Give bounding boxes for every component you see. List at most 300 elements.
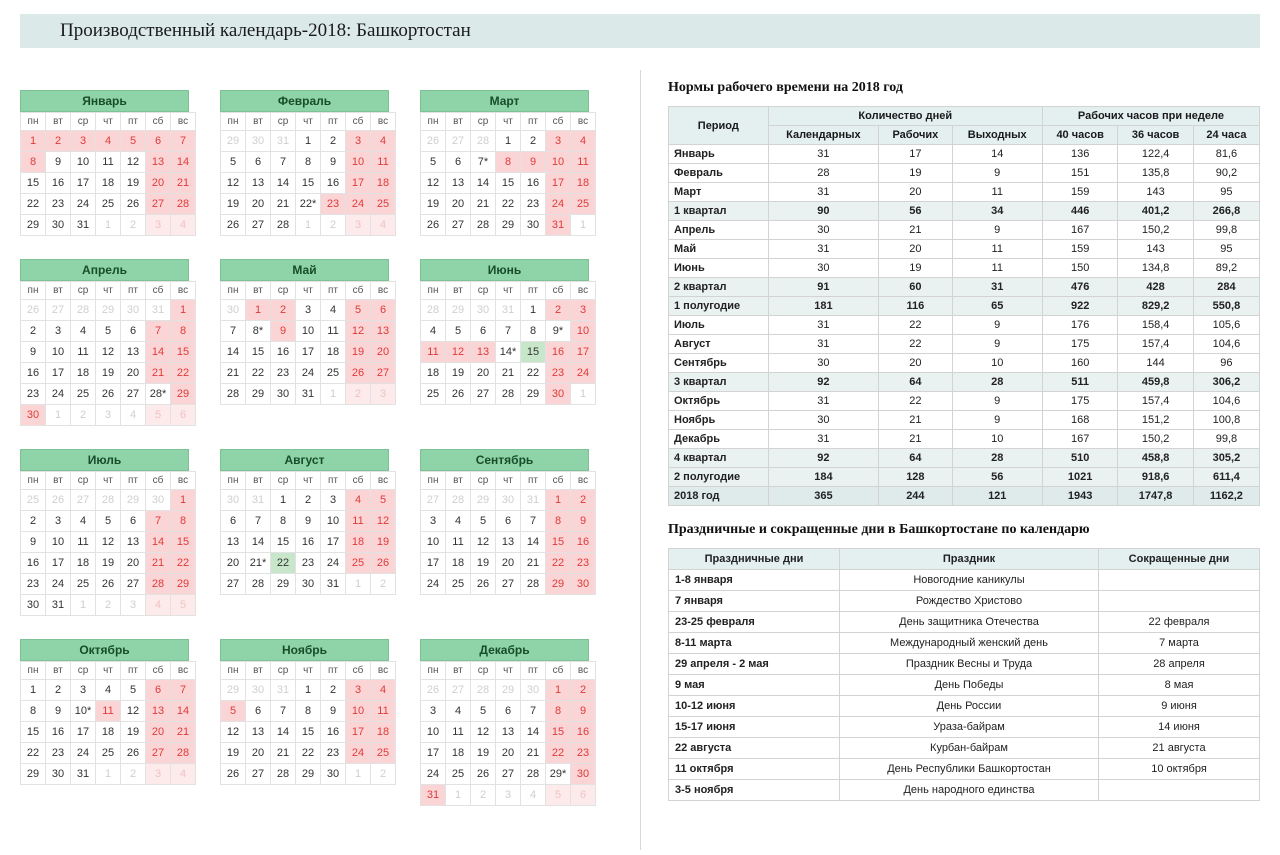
day-cell[interactable]: 22 — [171, 553, 196, 574]
day-cell[interactable]: 9 — [321, 152, 346, 173]
day-cell[interactable]: 20 — [496, 743, 521, 764]
day-cell[interactable]: 31 — [271, 131, 296, 152]
day-cell[interactable]: 24 — [546, 194, 571, 215]
day-cell[interactable]: 8 — [271, 511, 296, 532]
day-cell[interactable]: 4 — [146, 595, 171, 616]
day-cell[interactable]: 24 — [46, 574, 71, 595]
day-cell[interactable]: 22 — [496, 194, 521, 215]
day-cell[interactable]: 16 — [521, 173, 546, 194]
day-cell[interactable]: 23 — [546, 363, 571, 384]
day-cell[interactable]: 9 — [571, 701, 596, 722]
day-cell[interactable]: 30 — [521, 215, 546, 236]
day-cell[interactable]: 23 — [46, 743, 71, 764]
day-cell[interactable]: 5 — [371, 490, 396, 511]
day-cell[interactable]: 9* — [546, 321, 571, 342]
day-cell[interactable]: 29 — [496, 215, 521, 236]
day-cell[interactable]: 19 — [96, 553, 121, 574]
day-cell[interactable]: 27 — [221, 574, 246, 595]
day-cell[interactable]: 26 — [471, 764, 496, 785]
day-cell[interactable]: 4 — [521, 785, 546, 806]
day-cell[interactable]: 2 — [571, 490, 596, 511]
day-cell[interactable]: 12 — [346, 321, 371, 342]
day-cell[interactable]: 4 — [321, 300, 346, 321]
day-cell[interactable]: 18 — [371, 722, 396, 743]
day-cell[interactable]: 1 — [171, 300, 196, 321]
day-cell[interactable]: 5 — [221, 152, 246, 173]
day-cell[interactable]: 20 — [121, 363, 146, 384]
day-cell[interactable]: 16 — [321, 173, 346, 194]
day-cell[interactable]: 31 — [246, 490, 271, 511]
day-cell[interactable]: 26 — [221, 764, 246, 785]
day-cell[interactable]: 15 — [496, 173, 521, 194]
day-cell[interactable]: 31 — [146, 300, 171, 321]
day-cell[interactable]: 21 — [146, 553, 171, 574]
day-cell[interactable]: 1 — [296, 680, 321, 701]
day-cell[interactable]: 29 — [96, 300, 121, 321]
day-cell[interactable]: 24 — [346, 194, 371, 215]
day-cell[interactable]: 22 — [296, 743, 321, 764]
day-cell[interactable]: 11 — [371, 152, 396, 173]
day-cell[interactable]: 20 — [121, 553, 146, 574]
day-cell[interactable]: 21 — [471, 194, 496, 215]
day-cell[interactable]: 23 — [21, 574, 46, 595]
day-cell[interactable]: 18 — [321, 342, 346, 363]
day-cell[interactable]: 2 — [321, 131, 346, 152]
day-cell[interactable]: 11 — [71, 342, 96, 363]
day-cell[interactable]: 31 — [71, 215, 96, 236]
day-cell[interactable]: 18 — [71, 363, 96, 384]
day-cell[interactable]: 1 — [571, 384, 596, 405]
day-cell[interactable]: 1 — [96, 215, 121, 236]
day-cell[interactable]: 29 — [546, 574, 571, 595]
day-cell[interactable]: 7 — [521, 511, 546, 532]
day-cell[interactable]: 3 — [146, 215, 171, 236]
day-cell[interactable]: 24 — [296, 363, 321, 384]
day-cell[interactable]: 3 — [346, 131, 371, 152]
day-cell[interactable]: 26 — [46, 490, 71, 511]
day-cell[interactable]: 10 — [421, 722, 446, 743]
day-cell[interactable]: 29 — [296, 764, 321, 785]
day-cell[interactable]: 30 — [471, 300, 496, 321]
day-cell[interactable]: 1 — [71, 595, 96, 616]
day-cell[interactable]: 22* — [296, 194, 321, 215]
day-cell[interactable]: 27 — [421, 490, 446, 511]
day-cell[interactable]: 24 — [46, 384, 71, 405]
day-cell[interactable]: 13 — [121, 532, 146, 553]
day-cell[interactable]: 30 — [21, 405, 46, 426]
day-cell[interactable]: 5 — [546, 785, 571, 806]
day-cell[interactable]: 10 — [71, 152, 96, 173]
day-cell[interactable]: 28 — [521, 764, 546, 785]
day-cell[interactable]: 13 — [471, 342, 496, 363]
day-cell[interactable]: 3 — [71, 131, 96, 152]
day-cell[interactable]: 5 — [346, 300, 371, 321]
day-cell[interactable]: 28 — [421, 300, 446, 321]
day-cell[interactable]: 6 — [146, 131, 171, 152]
day-cell[interactable]: 1 — [321, 384, 346, 405]
day-cell[interactable]: 18 — [96, 173, 121, 194]
day-cell[interactable]: 11 — [321, 321, 346, 342]
day-cell[interactable]: 25 — [446, 764, 471, 785]
day-cell[interactable]: 26 — [21, 300, 46, 321]
day-cell[interactable]: 20 — [246, 194, 271, 215]
day-cell[interactable]: 27 — [446, 131, 471, 152]
day-cell[interactable]: 1 — [521, 300, 546, 321]
day-cell[interactable]: 6 — [371, 300, 396, 321]
day-cell[interactable]: 2 — [471, 785, 496, 806]
day-cell[interactable]: 11 — [96, 701, 121, 722]
day-cell[interactable]: 22 — [546, 743, 571, 764]
day-cell[interactable]: 1 — [446, 785, 471, 806]
day-cell[interactable]: 19 — [446, 363, 471, 384]
day-cell[interactable]: 27 — [496, 764, 521, 785]
day-cell[interactable]: 26 — [121, 743, 146, 764]
day-cell[interactable]: 13 — [496, 532, 521, 553]
day-cell[interactable]: 10 — [346, 152, 371, 173]
day-cell[interactable]: 22 — [171, 363, 196, 384]
day-cell[interactable]: 24 — [571, 363, 596, 384]
day-cell[interactable]: 4 — [446, 511, 471, 532]
day-cell[interactable]: 8 — [296, 152, 321, 173]
day-cell[interactable]: 25 — [71, 384, 96, 405]
day-cell[interactable]: 17 — [46, 553, 71, 574]
day-cell[interactable]: 1 — [246, 300, 271, 321]
day-cell[interactable]: 18 — [571, 173, 596, 194]
day-cell[interactable]: 28* — [146, 384, 171, 405]
day-cell[interactable]: 19 — [96, 363, 121, 384]
day-cell[interactable]: 27 — [371, 363, 396, 384]
day-cell[interactable]: 30 — [496, 490, 521, 511]
day-cell[interactable]: 30 — [571, 764, 596, 785]
day-cell[interactable]: 4 — [96, 131, 121, 152]
day-cell[interactable]: 4 — [571, 131, 596, 152]
day-cell[interactable]: 2 — [46, 131, 71, 152]
day-cell[interactable]: 25 — [371, 194, 396, 215]
day-cell[interactable]: 19 — [221, 194, 246, 215]
day-cell[interactable]: 4 — [171, 764, 196, 785]
day-cell[interactable]: 9 — [21, 532, 46, 553]
day-cell[interactable]: 30 — [21, 595, 46, 616]
day-cell[interactable]: 30 — [296, 574, 321, 595]
day-cell[interactable]: 24 — [321, 553, 346, 574]
day-cell[interactable]: 2 — [321, 215, 346, 236]
day-cell[interactable]: 29 — [521, 384, 546, 405]
day-cell[interactable]: 16 — [271, 342, 296, 363]
day-cell[interactable]: 4 — [96, 680, 121, 701]
day-cell[interactable]: 29 — [271, 574, 296, 595]
day-cell[interactable]: 29 — [221, 680, 246, 701]
day-cell[interactable]: 7 — [221, 321, 246, 342]
day-cell[interactable]: 5 — [121, 131, 146, 152]
day-cell[interactable]: 5 — [121, 680, 146, 701]
day-cell[interactable]: 21 — [171, 173, 196, 194]
day-cell[interactable]: 3 — [421, 511, 446, 532]
day-cell[interactable]: 3 — [546, 131, 571, 152]
day-cell[interactable]: 16 — [21, 553, 46, 574]
day-cell[interactable]: 29 — [446, 300, 471, 321]
day-cell[interactable]: 6 — [571, 785, 596, 806]
day-cell[interactable]: 30 — [246, 680, 271, 701]
day-cell[interactable]: 19 — [346, 342, 371, 363]
day-cell[interactable]: 3 — [71, 680, 96, 701]
day-cell[interactable]: 21 — [171, 722, 196, 743]
day-cell[interactable]: 19 — [471, 743, 496, 764]
day-cell[interactable]: 26 — [421, 215, 446, 236]
day-cell[interactable]: 11 — [446, 722, 471, 743]
day-cell[interactable]: 28 — [471, 131, 496, 152]
day-cell[interactable]: 22 — [21, 194, 46, 215]
day-cell[interactable]: 8 — [521, 321, 546, 342]
day-cell[interactable]: 26 — [96, 574, 121, 595]
day-cell[interactable]: 4 — [121, 405, 146, 426]
day-cell[interactable]: 4 — [171, 215, 196, 236]
day-cell[interactable]: 1 — [46, 405, 71, 426]
day-cell[interactable]: 7 — [496, 321, 521, 342]
day-cell[interactable]: 1 — [546, 680, 571, 701]
day-cell[interactable]: 4 — [371, 215, 396, 236]
day-cell[interactable]: 16 — [546, 342, 571, 363]
day-cell[interactable]: 14* — [496, 342, 521, 363]
day-cell[interactable]: 2 — [371, 764, 396, 785]
day-cell[interactable]: 15 — [171, 532, 196, 553]
day-cell[interactable]: 20 — [221, 553, 246, 574]
day-cell[interactable]: 9 — [46, 152, 71, 173]
day-cell[interactable]: 2 — [321, 680, 346, 701]
day-cell[interactable]: 15 — [246, 342, 271, 363]
day-cell[interactable]: 15 — [546, 722, 571, 743]
day-cell[interactable]: 3 — [146, 764, 171, 785]
day-cell[interactable]: 5 — [96, 321, 121, 342]
day-cell[interactable]: 28 — [471, 215, 496, 236]
day-cell[interactable]: 5 — [146, 405, 171, 426]
day-cell[interactable]: 27 — [446, 680, 471, 701]
day-cell[interactable]: 6 — [146, 680, 171, 701]
day-cell[interactable]: 1 — [546, 490, 571, 511]
day-cell[interactable]: 8* — [246, 321, 271, 342]
day-cell[interactable]: 3 — [346, 215, 371, 236]
day-cell[interactable]: 29 — [221, 131, 246, 152]
day-cell[interactable]: 12 — [371, 511, 396, 532]
day-cell[interactable]: 28 — [171, 743, 196, 764]
day-cell[interactable]: 28 — [521, 574, 546, 595]
day-cell[interactable]: 7* — [471, 152, 496, 173]
day-cell[interactable]: 7 — [246, 511, 271, 532]
day-cell[interactable]: 3 — [321, 490, 346, 511]
day-cell[interactable]: 1 — [571, 215, 596, 236]
day-cell[interactable]: 2 — [21, 321, 46, 342]
day-cell[interactable]: 2 — [21, 511, 46, 532]
day-cell[interactable]: 4 — [71, 511, 96, 532]
day-cell[interactable]: 29 — [21, 764, 46, 785]
day-cell[interactable]: 21 — [496, 363, 521, 384]
day-cell[interactable]: 26 — [471, 574, 496, 595]
day-cell[interactable]: 29* — [546, 764, 571, 785]
day-cell[interactable]: 27 — [246, 215, 271, 236]
day-cell[interactable]: 21 — [146, 363, 171, 384]
day-cell[interactable]: 31 — [496, 300, 521, 321]
day-cell[interactable]: 16 — [571, 532, 596, 553]
day-cell[interactable]: 2 — [96, 595, 121, 616]
day-cell[interactable]: 4 — [346, 490, 371, 511]
day-cell[interactable]: 3 — [46, 511, 71, 532]
day-cell[interactable]: 17 — [421, 553, 446, 574]
day-cell[interactable]: 29 — [496, 680, 521, 701]
day-cell[interactable]: 30 — [271, 384, 296, 405]
day-cell[interactable]: 14 — [146, 342, 171, 363]
day-cell[interactable]: 15 — [21, 722, 46, 743]
day-cell[interactable]: 1 — [346, 574, 371, 595]
day-cell[interactable]: 21 — [521, 743, 546, 764]
day-cell[interactable]: 17 — [71, 173, 96, 194]
day-cell[interactable]: 12 — [121, 701, 146, 722]
day-cell[interactable]: 2 — [121, 764, 146, 785]
day-cell[interactable]: 5 — [471, 511, 496, 532]
day-cell[interactable]: 15 — [546, 532, 571, 553]
day-cell[interactable]: 17 — [546, 173, 571, 194]
day-cell[interactable]: 21 — [271, 743, 296, 764]
day-cell[interactable]: 14 — [521, 532, 546, 553]
day-cell[interactable]: 20 — [471, 363, 496, 384]
day-cell[interactable]: 17 — [421, 743, 446, 764]
day-cell[interactable]: 7 — [146, 321, 171, 342]
day-cell[interactable]: 8 — [21, 701, 46, 722]
day-cell[interactable]: 1 — [496, 131, 521, 152]
day-cell[interactable]: 26 — [121, 194, 146, 215]
day-cell[interactable]: 16 — [296, 532, 321, 553]
day-cell[interactable]: 19 — [421, 194, 446, 215]
day-cell[interactable]: 18 — [446, 553, 471, 574]
day-cell[interactable]: 4 — [371, 131, 396, 152]
day-cell[interactable]: 23 — [571, 743, 596, 764]
day-cell[interactable]: 8 — [21, 152, 46, 173]
day-cell[interactable]: 12 — [471, 532, 496, 553]
day-cell[interactable]: 23 — [521, 194, 546, 215]
day-cell[interactable]: 24 — [346, 743, 371, 764]
day-cell[interactable]: 17 — [321, 532, 346, 553]
day-cell[interactable]: 17 — [346, 722, 371, 743]
day-cell[interactable]: 21 — [271, 194, 296, 215]
day-cell[interactable]: 12 — [96, 532, 121, 553]
day-cell[interactable]: 13 — [246, 173, 271, 194]
day-cell[interactable]: 17 — [571, 342, 596, 363]
day-cell[interactable]: 1 — [296, 215, 321, 236]
day-cell[interactable]: 7 — [521, 701, 546, 722]
day-cell[interactable]: 2 — [46, 680, 71, 701]
day-cell[interactable]: 29 — [21, 215, 46, 236]
day-cell[interactable]: 2 — [296, 490, 321, 511]
day-cell[interactable]: 24 — [71, 194, 96, 215]
day-cell[interactable]: 18 — [71, 553, 96, 574]
day-cell[interactable]: 24 — [71, 743, 96, 764]
day-cell[interactable]: 6 — [246, 152, 271, 173]
day-cell[interactable]: 1 — [271, 490, 296, 511]
day-cell[interactable]: 30 — [121, 300, 146, 321]
day-cell[interactable]: 2 — [571, 680, 596, 701]
day-cell[interactable]: 10 — [571, 321, 596, 342]
day-cell[interactable]: 3 — [571, 300, 596, 321]
day-cell[interactable]: 22 — [521, 363, 546, 384]
day-cell[interactable]: 13 — [371, 321, 396, 342]
day-cell[interactable]: 19 — [471, 553, 496, 574]
day-cell[interactable]: 8 — [546, 701, 571, 722]
day-cell[interactable]: 6 — [496, 701, 521, 722]
day-cell[interactable]: 3 — [296, 300, 321, 321]
day-cell[interactable]: 29 — [246, 384, 271, 405]
day-cell[interactable]: 30 — [146, 490, 171, 511]
day-cell[interactable]: 15 — [171, 342, 196, 363]
day-cell[interactable]: 23 — [321, 743, 346, 764]
day-cell[interactable]: 25 — [96, 743, 121, 764]
day-cell[interactable]: 15 — [521, 342, 546, 363]
day-cell[interactable]: 14 — [271, 722, 296, 743]
day-cell[interactable]: 9 — [571, 511, 596, 532]
day-cell[interactable]: 4 — [421, 321, 446, 342]
day-cell[interactable]: 18 — [371, 173, 396, 194]
day-cell[interactable]: 12 — [121, 152, 146, 173]
day-cell[interactable]: 31 — [296, 384, 321, 405]
day-cell[interactable]: 2 — [371, 574, 396, 595]
day-cell[interactable]: 16 — [21, 363, 46, 384]
day-cell[interactable]: 10 — [46, 532, 71, 553]
day-cell[interactable]: 29 — [471, 490, 496, 511]
day-cell[interactable]: 3 — [421, 701, 446, 722]
day-cell[interactable]: 1 — [21, 680, 46, 701]
day-cell[interactable]: 23 — [571, 553, 596, 574]
day-cell[interactable]: 15 — [296, 173, 321, 194]
day-cell[interactable]: 12 — [471, 722, 496, 743]
day-cell[interactable]: 27 — [496, 574, 521, 595]
day-cell[interactable]: 2 — [71, 405, 96, 426]
day-cell[interactable]: 31 — [71, 764, 96, 785]
day-cell[interactable]: 6 — [221, 511, 246, 532]
day-cell[interactable]: 22 — [546, 553, 571, 574]
day-cell[interactable]: 31 — [546, 215, 571, 236]
day-cell[interactable]: 11 — [71, 532, 96, 553]
day-cell[interactable]: 25 — [421, 384, 446, 405]
day-cell[interactable]: 24 — [421, 574, 446, 595]
day-cell[interactable]: 17 — [71, 722, 96, 743]
day-cell[interactable]: 11 — [421, 342, 446, 363]
day-cell[interactable]: 4 — [71, 321, 96, 342]
day-cell[interactable]: 16 — [46, 722, 71, 743]
day-cell[interactable]: 1 — [346, 764, 371, 785]
day-cell[interactable]: 11 — [571, 152, 596, 173]
day-cell[interactable]: 28 — [246, 574, 271, 595]
day-cell[interactable]: 2 — [271, 300, 296, 321]
day-cell[interactable]: 26 — [221, 215, 246, 236]
day-cell[interactable]: 5 — [446, 321, 471, 342]
day-cell[interactable]: 18 — [421, 363, 446, 384]
day-cell[interactable]: 3 — [496, 785, 521, 806]
day-cell[interactable]: 25 — [71, 574, 96, 595]
day-cell[interactable]: 27 — [46, 300, 71, 321]
day-cell[interactable]: 31 — [421, 785, 446, 806]
day-cell[interactable]: 30 — [571, 574, 596, 595]
day-cell[interactable]: 28 — [271, 215, 296, 236]
day-cell[interactable]: 20 — [496, 553, 521, 574]
day-cell[interactable]: 14 — [146, 532, 171, 553]
day-cell[interactable]: 26 — [371, 553, 396, 574]
day-cell[interactable]: 26 — [96, 384, 121, 405]
day-cell[interactable]: 21 — [521, 553, 546, 574]
day-cell[interactable]: 15 — [271, 532, 296, 553]
day-cell[interactable]: 9 — [21, 342, 46, 363]
day-cell[interactable]: 20 — [371, 342, 396, 363]
day-cell[interactable]: 3 — [96, 405, 121, 426]
day-cell[interactable]: 31 — [271, 680, 296, 701]
day-cell[interactable]: 17 — [346, 173, 371, 194]
day-cell[interactable]: 12 — [96, 342, 121, 363]
